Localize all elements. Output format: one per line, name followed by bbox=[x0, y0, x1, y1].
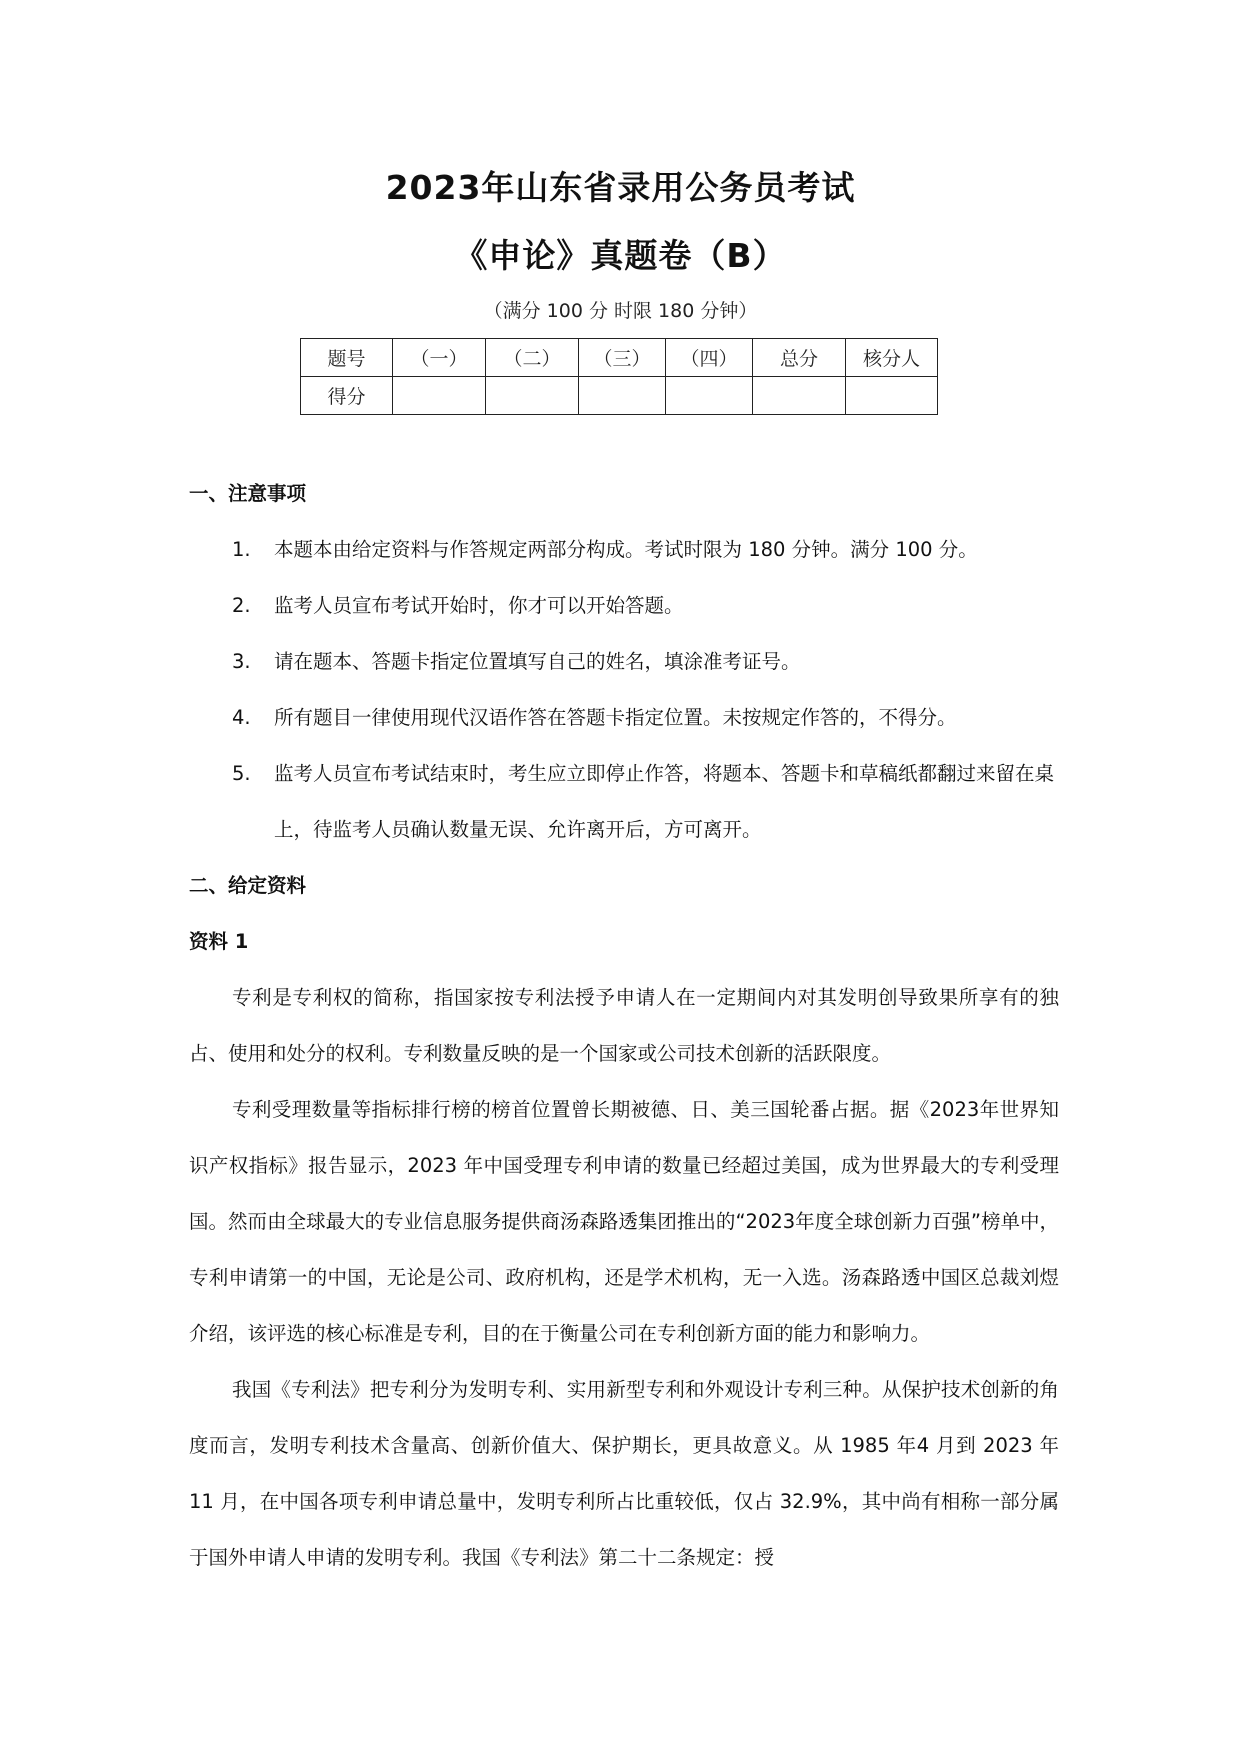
score-header-cell: （四） bbox=[666, 339, 753, 377]
score-header-cell: （三） bbox=[579, 339, 666, 377]
exam-subtitle: 《申论》真题卷（B） bbox=[454, 236, 787, 275]
note-text: 本题本由给定资料与作答规定两部分构成。考试时限为 180 分钟。满分 100 分。 bbox=[274, 538, 978, 561]
materials-heading: 二、给定资料 bbox=[189, 874, 307, 897]
score-header-cell: 核分人 bbox=[846, 339, 938, 377]
score-cell bbox=[666, 377, 753, 415]
score-row-label: 得分 bbox=[301, 377, 393, 415]
score-header-cell: （一） bbox=[393, 339, 486, 377]
note-number: 4. bbox=[232, 706, 251, 729]
note-number: 2. bbox=[232, 594, 251, 617]
score-table-header-row bbox=[301, 339, 938, 377]
note-item bbox=[189, 578, 1059, 634]
score-cell bbox=[579, 377, 666, 415]
note-text: 所有题目一律使用现代汉语作答在答题卡指定位置。未按规定作答的，不得分。 bbox=[274, 706, 957, 729]
note-item bbox=[189, 522, 1059, 578]
note-number: 3. bbox=[232, 650, 251, 673]
note-text: 请在题本、答题卡指定位置填写自己的姓名，填涂准考证号。 bbox=[274, 650, 801, 673]
score-table-score-row bbox=[301, 377, 938, 415]
score-header-cell: （二） bbox=[486, 339, 579, 377]
score-header-cell: 题号 bbox=[301, 339, 393, 377]
exam-body bbox=[189, 466, 1059, 1586]
exam-meta: （满分 100 分 时限 180 分钟） bbox=[483, 300, 758, 322]
score-cell bbox=[846, 377, 938, 415]
score-header-cell: 总分 bbox=[753, 339, 846, 377]
notes-heading: 一、注意事项 bbox=[189, 482, 307, 505]
score-cell bbox=[393, 377, 486, 415]
note-item bbox=[189, 634, 1059, 690]
note-number: 5. bbox=[232, 762, 251, 785]
note-item bbox=[189, 690, 1059, 746]
note-text: 监考人员宣布考试开始时，你才可以开始答题。 bbox=[274, 594, 684, 617]
material-1-heading: 资料 1 bbox=[189, 930, 249, 953]
score-table bbox=[300, 338, 938, 415]
note-number: 1. bbox=[232, 538, 251, 561]
material-paragraph: 专利是专利权的简称，指国家按专利法授予申请人在一定期间内对其发明创导致果所享有的独占、使用和处分的权利。专利数量反映的是一个国家或公司技术创新的活跃限度。 bbox=[189, 986, 1059, 1065]
material-paragraph: 专利受理数量等指标排行榜的榜首位置曾长期被德、日、美三国轮番占据。据《2023年世界知识产权指标》报告显示，2023 年中国受理专利申请的数量已经超过美国，成为世界最大的专利受理国。然而由全球最大的专业信息服务提供商汤森路透集团推出的“2023年度全球创新力百强”榜单中，专利申请第一的中国，无论是公司、政府机构，还是学术机构，无一入选。汤森路透中国区总裁刘煜介绍，该评选的核心标准是专利，目的在于衡量公司在专利创新方面的能力和影响力。 bbox=[189, 1098, 1059, 1345]
material-paragraph: 我国《专利法》把专利分为发明专利、实用新型专利和外观设计专利三种。从保护技术创新的角度而言，发明专利技术含量高、创新价值大、保护期长，更具故意义。从 1985 年4 月到 2023 年 11 月，在中国各项专利申请总量中，发明专利所占比重较低，仅占 32.9%，其中尚有相称一部分属于国外申请人申请的发明专利。我国《专利法》第二十二条规定：授 bbox=[189, 1378, 1059, 1569]
exam-title: 2023年山东省录用公务员考试 bbox=[385, 168, 856, 207]
note-item bbox=[189, 746, 1059, 858]
note-text: 监考人员宣布考试结束时，考生应立即停止作答，将题本、答题卡和草稿纸都翻过来留在桌上，待监考人员确认数量无误、允许离开后，方可离开。 bbox=[274, 762, 1055, 841]
score-cell bbox=[753, 377, 846, 415]
score-cell bbox=[486, 377, 579, 415]
